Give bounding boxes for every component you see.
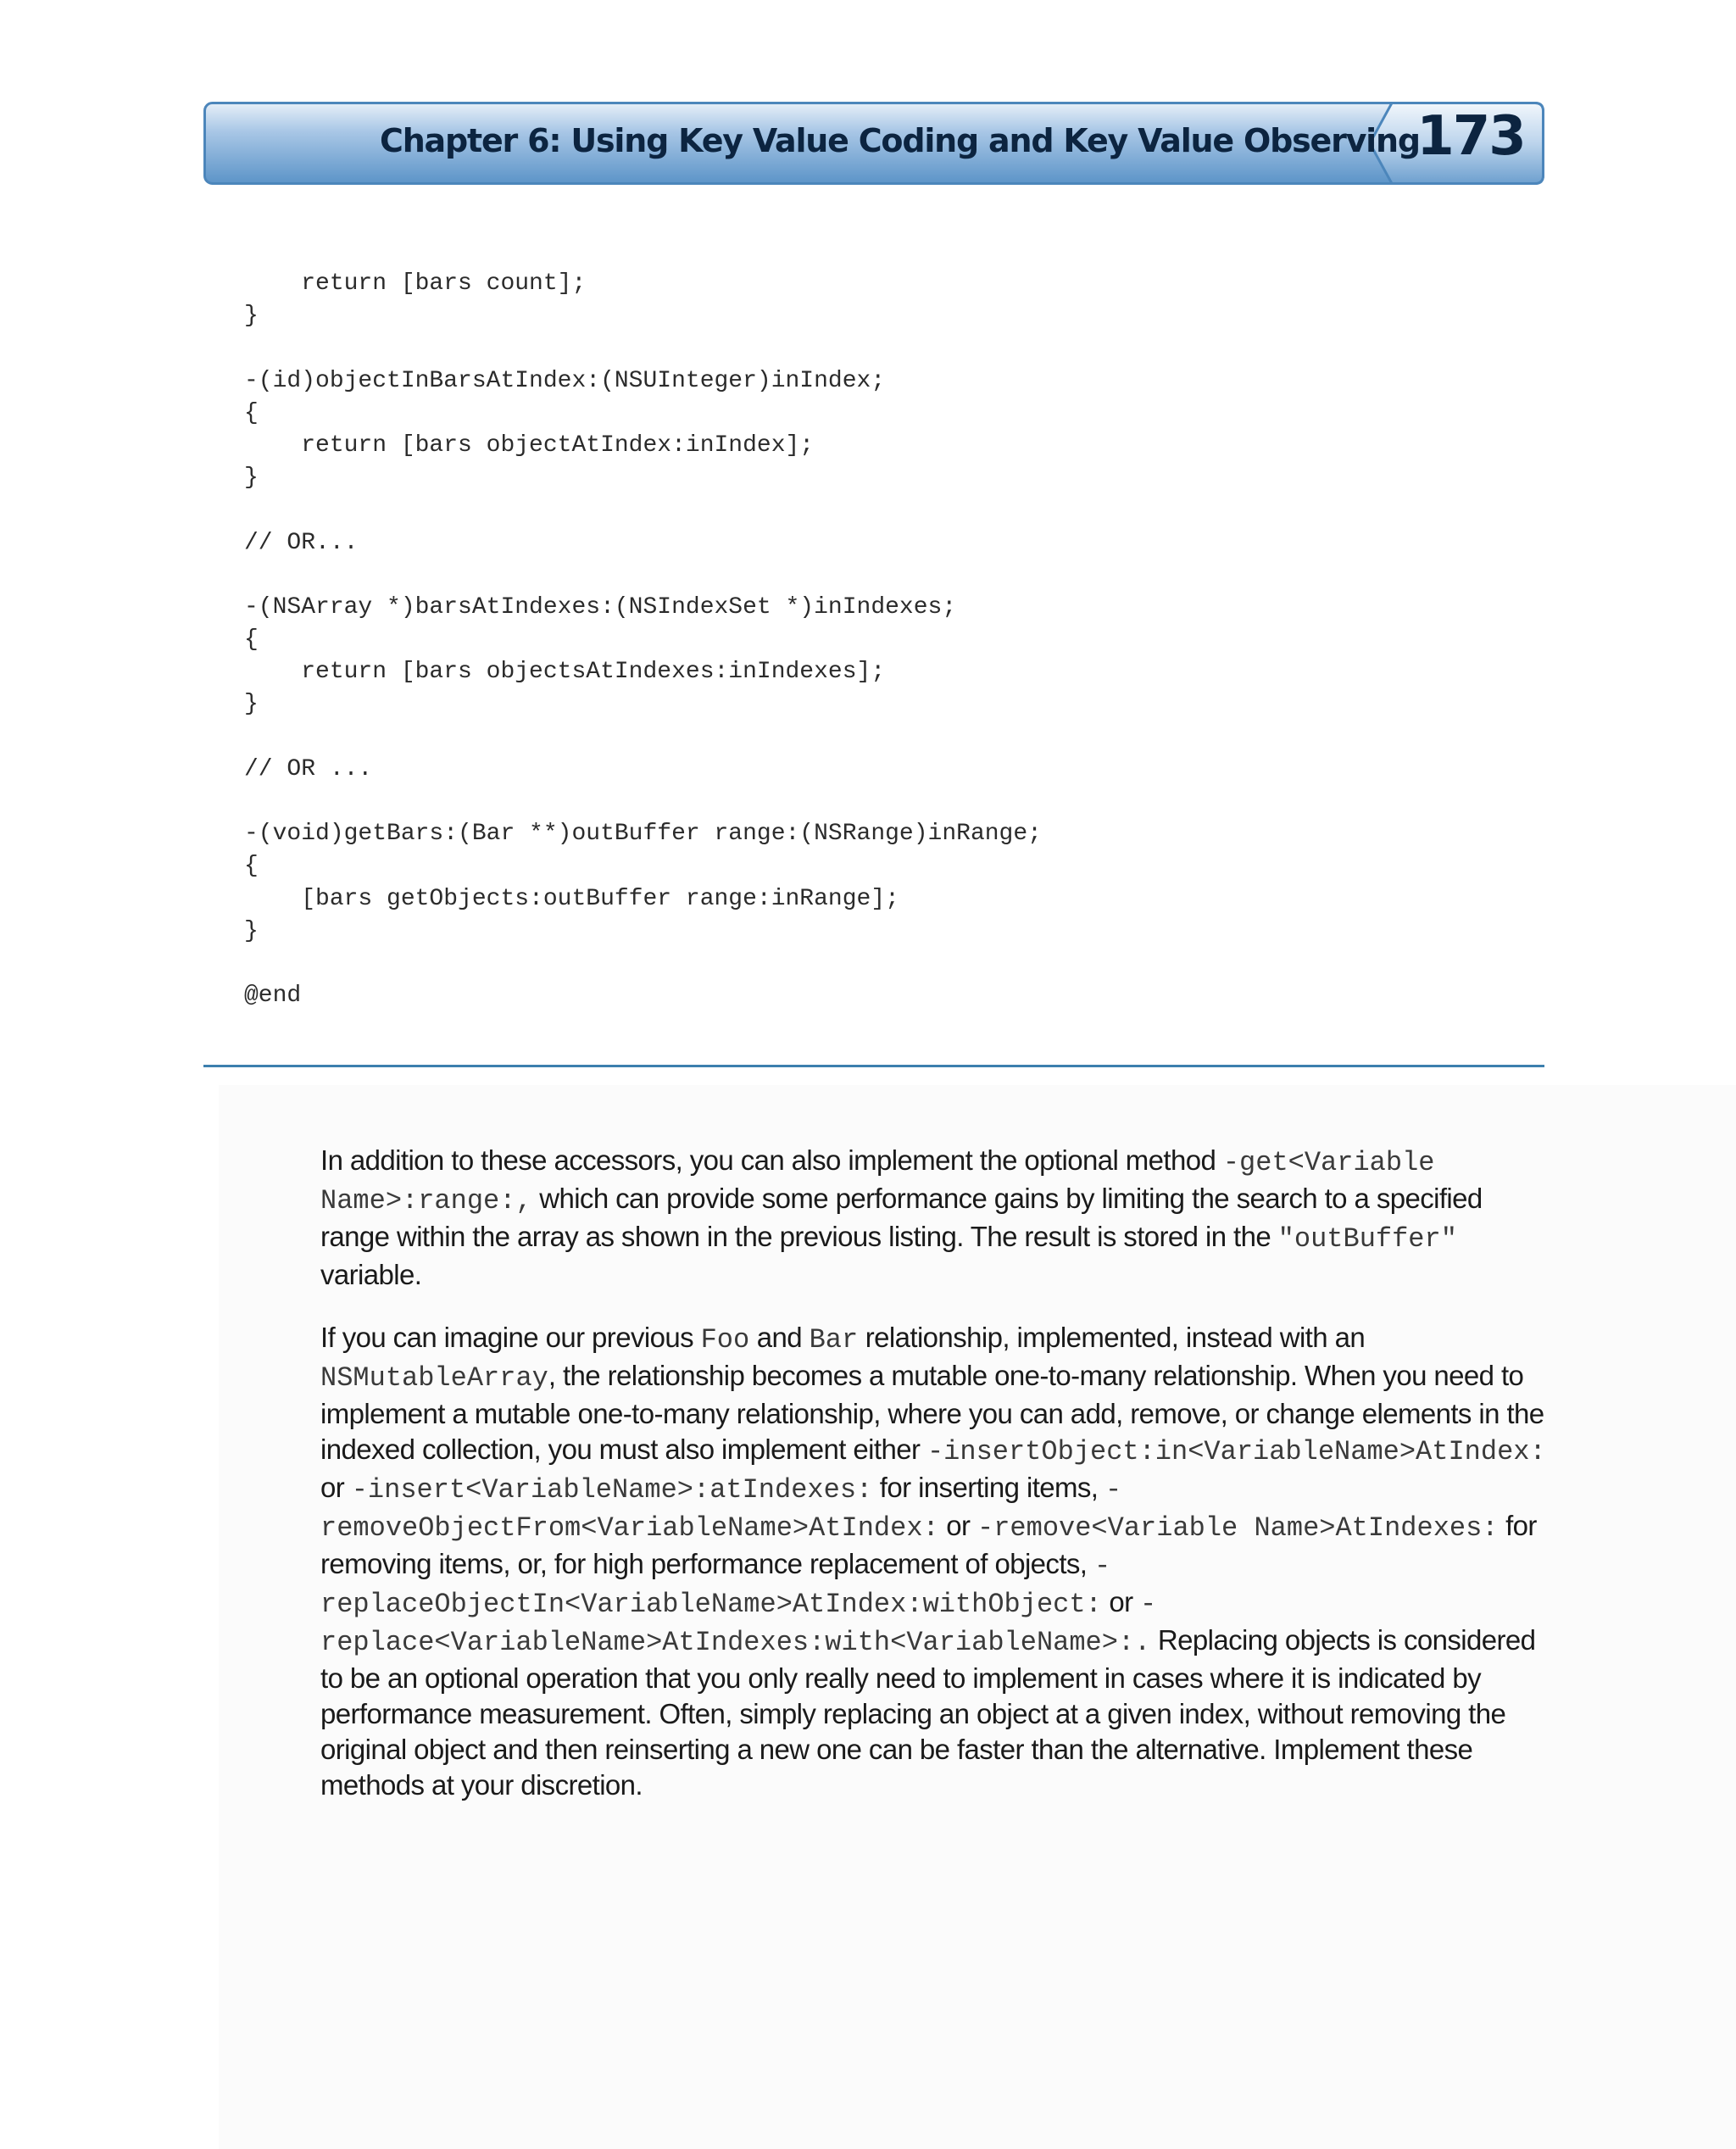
code-line xyxy=(244,494,1042,526)
body-text xyxy=(320,1143,1550,1830)
paragraph-text: which can provide some performance gains by limiting the search to a specified range within the array as shown in the previous listing. The result is stored in the xyxy=(320,1183,1483,1252)
code-line: @end xyxy=(244,983,302,1010)
code-line: { xyxy=(244,626,259,654)
paragraph-text: Replacing objects is considered to be an optional operation that you only really need to implement in cases where it is indicated by performance measurement. Often, simply replacing an object at a given index, without removing the original object and then reinserting a new one can be faster than the alternative. Implement these methods at your discretion. xyxy=(320,1624,1536,1801)
page-number: 173 xyxy=(1416,105,1525,168)
chapter-title: Chapter 6: Using Key Value Coding and Key Value Observing xyxy=(380,122,1420,159)
code-line: // OR ... xyxy=(244,755,373,782)
paragraph-text: , the relationship becomes a mutable one-to-many relationship. When you need to implement a mutable one-to-many relationship, where you can add, remove, or change elements in the indexed collection, you must also implement either xyxy=(320,1360,1544,1465)
code-line xyxy=(244,721,1042,754)
inline-code: -replace<VariableName>AtIndexes:with<VariableName>:. xyxy=(320,1589,1157,1658)
inline-code: Bar xyxy=(809,1324,859,1356)
inline-code: "outBuffer" xyxy=(1277,1223,1457,1255)
code-line: return [bars count]; xyxy=(244,270,587,297)
code-line xyxy=(244,786,1042,818)
code-line: { xyxy=(244,853,259,880)
code-line xyxy=(244,948,1042,980)
paragraph-text: for inserting items, xyxy=(872,1472,1105,1503)
code-line: -(NSArray *)barsAtIndexes:(NSIndexSet *)inIndexes; xyxy=(244,593,957,621)
code-line xyxy=(244,332,1042,365)
inline-code: NSMutableArray xyxy=(320,1362,548,1394)
code-line: { xyxy=(244,399,259,426)
paragraph-text: for removing items, or, for high performance replacement of objects, xyxy=(320,1510,1537,1579)
paragraph-text: or xyxy=(1101,1586,1141,1617)
paragraph-get-range xyxy=(320,1143,1550,1293)
code-line: -(id)objectInBarsAtIndex:(NSUInteger)inIndex; xyxy=(244,367,886,394)
inline-code: -remove<Variable Name>AtIndexes: xyxy=(977,1512,1499,1544)
chapter-header-banner xyxy=(203,102,1544,185)
code-line: return [bars objectAtIndex:inIndex]; xyxy=(244,431,815,459)
paragraph-text: or xyxy=(938,1510,977,1541)
paragraph-text: If you can imagine our previous xyxy=(320,1322,701,1353)
paragraph-text: and xyxy=(749,1322,810,1353)
inline-code: Foo xyxy=(700,1324,750,1356)
code-line: // OR... xyxy=(244,529,359,556)
paragraph-mutable-relationship xyxy=(320,1320,1550,1803)
code-line: } xyxy=(244,691,259,718)
code-line: [bars getObjects:outBuffer range:inRange]; xyxy=(244,885,899,912)
code-line: return [bars objectsAtIndexes:inIndexes]; xyxy=(244,659,886,686)
code-line: } xyxy=(244,303,259,330)
paragraph-text: relationship, implemented, instead with an xyxy=(858,1322,1366,1353)
code-line xyxy=(244,560,1042,592)
inline-code: -get<Variable Name>:range:, xyxy=(320,1147,1435,1216)
code-line: } xyxy=(244,917,259,944)
inline-code: -removeObjectFrom<VariableName>AtIndex: xyxy=(320,1474,1122,1544)
paragraph-text: In addition to these accessors, you can also implement the optional method xyxy=(320,1144,1223,1176)
section-divider xyxy=(203,1065,1544,1067)
code-line: -(void)getBars:(Bar **)outBuffer range:(NSRange)inRange; xyxy=(244,821,1042,848)
paragraph-text: or xyxy=(320,1472,352,1503)
code-listing xyxy=(244,268,1042,1012)
inline-code: -insert<VariableName>:atIndexes: xyxy=(351,1474,873,1506)
code-line: } xyxy=(244,465,259,492)
inline-code: -insertObject:in<VariableName>AtIndex: xyxy=(926,1436,1546,1467)
inline-code: -replaceObjectIn<VariableName>AtIndex:withObject: xyxy=(320,1551,1111,1620)
paragraph-text: variable. xyxy=(320,1259,422,1290)
